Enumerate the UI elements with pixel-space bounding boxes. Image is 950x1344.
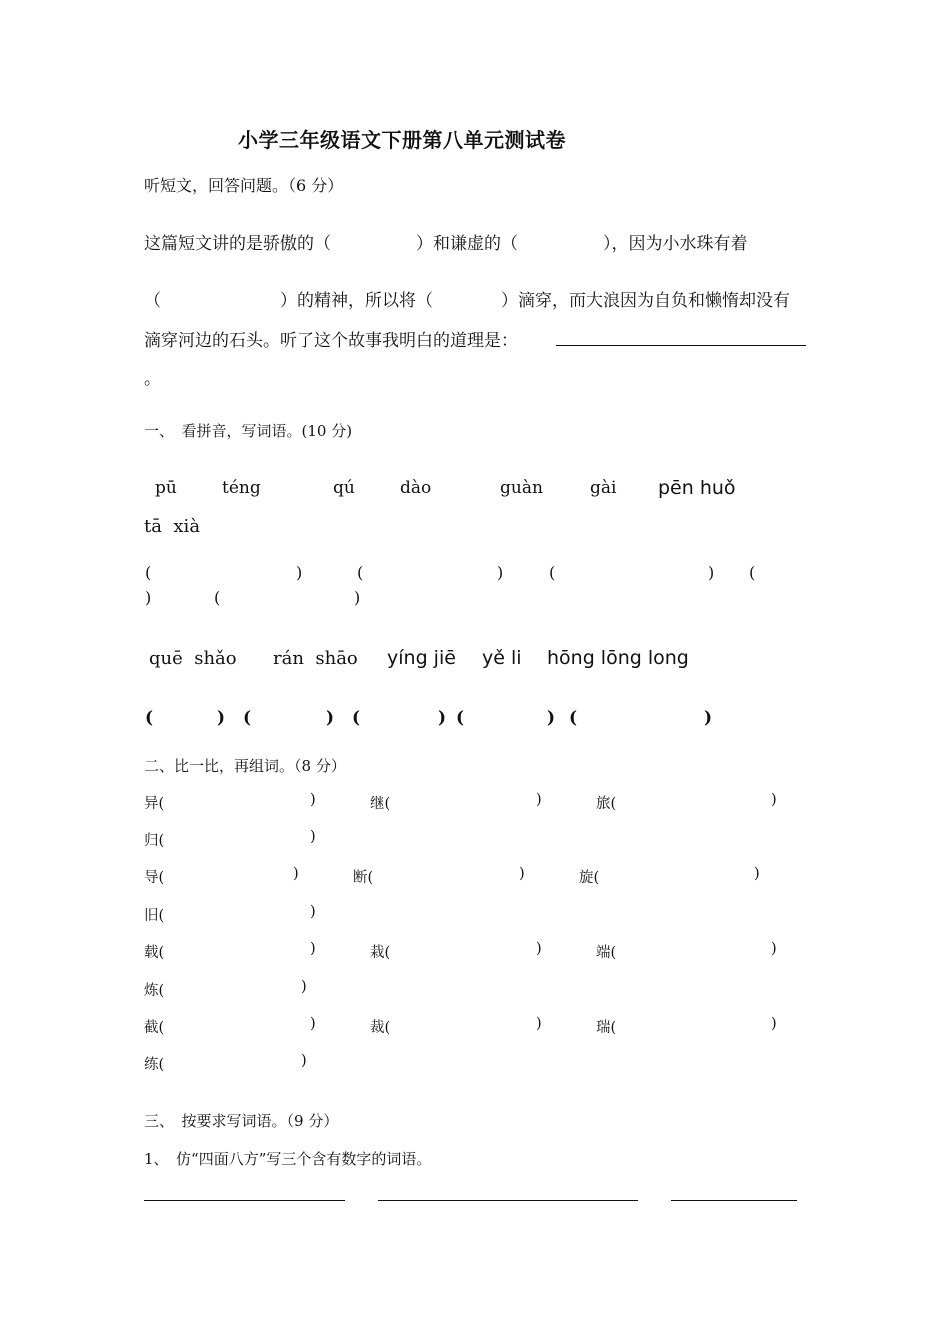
char-blank: ) — [536, 792, 542, 808]
bracket: ) — [497, 563, 504, 582]
char-blank: ) — [310, 904, 316, 920]
char-blank: 旧( — [144, 908, 165, 924]
char-blank: 异( — [144, 796, 165, 812]
pinyin: rán shāo — [273, 648, 358, 669]
section-3-heading: 三、 按要求写词语。（9 分） — [144, 1112, 339, 1130]
char-blank: 栽( — [370, 945, 391, 961]
char-blank: ) — [519, 866, 525, 882]
char-blank: 导( — [144, 870, 165, 886]
listening-line-1: 这篇短文讲的是骄傲的（ ）和谦虚的（ ），因为小水珠有着 — [144, 234, 748, 254]
section-1-heading: 一、 看拼音，写词语。(10 分) — [144, 422, 353, 440]
bracket: ) — [547, 708, 556, 728]
bracket: ) — [296, 563, 303, 582]
char-blank: 归( — [144, 833, 165, 849]
char-blank: ) — [754, 866, 760, 882]
char-blank: ) — [771, 941, 777, 957]
char-blank: ) — [771, 1016, 777, 1032]
bracket: ( — [357, 563, 364, 582]
bracket: ) — [326, 708, 335, 728]
bracket: ( — [214, 588, 221, 607]
pinyin: pū — [155, 478, 177, 498]
char-blank: 瑞( — [596, 1020, 617, 1036]
bracket: ) — [354, 588, 361, 607]
char-blank: 端( — [596, 945, 617, 961]
char-blank: ) — [536, 1016, 542, 1032]
char-blank: 炼( — [144, 983, 165, 999]
answer-line[interactable] — [144, 1200, 345, 1201]
bracket: ( — [569, 708, 578, 728]
bracket: ) — [145, 588, 152, 607]
pinyin: téng — [222, 478, 261, 498]
bracket: ( — [456, 708, 465, 728]
pinyin: qú — [333, 478, 355, 498]
char-blank: ) — [301, 979, 307, 995]
pinyin: dào — [400, 478, 432, 498]
pinyin: quē shǎo — [149, 648, 237, 669]
listening-line-2: （ ）的精神，所以将（ ）滴穿，而大浪因为自负和懒惰却没有 — [144, 291, 790, 311]
char-blank: ) — [301, 1053, 307, 1069]
bracket: ) — [704, 708, 713, 728]
char-blank: 断( — [353, 870, 374, 886]
bracket: ( — [749, 563, 756, 582]
char-blank: 载( — [144, 945, 165, 961]
char-blank: 练( — [144, 1057, 165, 1073]
bracket: ( — [145, 563, 152, 582]
char-blank: 继( — [370, 796, 391, 812]
pinyin: yě li — [482, 647, 522, 669]
pinyin: yíng jiē — [387, 647, 456, 669]
pinyin: gài — [590, 478, 617, 498]
char-blank: ) — [310, 792, 316, 808]
bracket: ( — [549, 563, 556, 582]
bracket: ) — [708, 563, 715, 582]
char-blank: 截( — [144, 1020, 165, 1036]
char-blank: ) — [293, 866, 299, 882]
listening-line-4: 。 — [144, 369, 161, 389]
answer-line[interactable] — [378, 1200, 638, 1201]
bracket: ( — [145, 708, 154, 728]
char-blank: 旅( — [596, 796, 617, 812]
bracket: ( — [243, 708, 252, 728]
listening-heading: 听短文，回答问题。（6 分） — [144, 176, 344, 195]
char-blank: ) — [310, 1016, 316, 1032]
char-blank: ) — [771, 792, 777, 808]
char-blank: 旋( — [579, 870, 600, 886]
pinyin: tā xià — [144, 516, 201, 537]
bracket: ) — [217, 708, 226, 728]
char-blank: ) — [310, 829, 316, 845]
answer-line[interactable] — [671, 1200, 797, 1201]
pinyin: pēn huǒ — [658, 477, 736, 499]
char-blank: ) — [536, 941, 542, 957]
pinyin: guàn — [500, 478, 543, 498]
section-3-question-1: 1、 仿“四面八方”写三个含有数字的词语。 — [144, 1150, 432, 1168]
char-blank: ) — [310, 941, 316, 957]
page-title: 小学三年级语文下册第八单元测试卷 — [238, 128, 566, 152]
bracket: ) — [438, 708, 447, 728]
answer-line[interactable] — [556, 345, 806, 346]
section-2-heading: 二、比一比，再组词。（8 分） — [144, 757, 346, 775]
char-blank: 裁( — [370, 1020, 391, 1036]
bracket: ( — [352, 708, 361, 728]
listening-line-3: 滴穿河边的石头。听了这个故事我明白的道理是： — [144, 331, 518, 351]
pinyin: hōng lōng long — [547, 647, 689, 669]
